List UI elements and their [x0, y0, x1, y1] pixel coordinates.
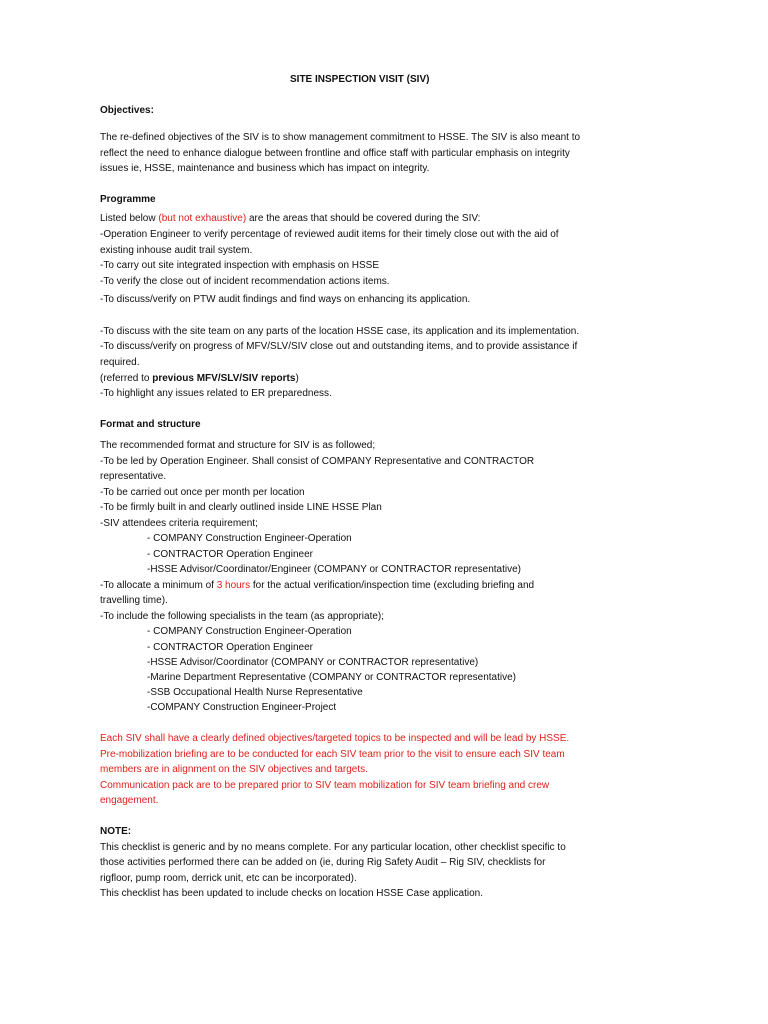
- programme-line: -To highlight any issues related to ER preparedness.: [100, 388, 332, 399]
- document-title: SITE INSPECTION VISIT (SIV): [290, 74, 430, 85]
- red-note-line: Each SIV shall have a clearly defined objectives/targeted topics to be inspected and will be lead by HSSE.: [100, 733, 570, 744]
- note-heading: NOTE:: [100, 826, 132, 837]
- red-note-line: Communication pack are to be prepared prior to SIV team mobilization for SIV team briefing and crew: [100, 780, 550, 791]
- programme-reference-pre: (referred to: [100, 373, 153, 384]
- format-line: -To be carried out once per month per location: [100, 487, 305, 498]
- objectives-heading: Objectives:: [100, 105, 154, 116]
- programme-line: -To discuss with the site team on any parts of the location HSSE case, its application and its implementation.: [100, 326, 580, 337]
- format-line: -To be firmly built in and clearly outlined inside LINE HSSE Plan: [100, 502, 382, 513]
- format-line: representative.: [100, 471, 167, 482]
- format-allocate-highlight: 3 hours: [216, 580, 251, 591]
- programme-heading: Programme: [100, 194, 156, 205]
- note-line: This checklist has been updated to include checks on location HSSE Case application.: [100, 888, 484, 899]
- specialist-item: - COMPANY Construction Engineer-Operation: [147, 626, 352, 637]
- format-allocate: [100, 579, 534, 592]
- format-allocate-post: for the actual verification/inspection time (excluding briefing and: [250, 580, 535, 591]
- format-line: The recommended format and structure for SIV is as followed;: [100, 440, 376, 451]
- attendee-item: -HSSE Advisor/Coordinator/Engineer (COMPANY or CONTRACTOR representative): [147, 564, 522, 575]
- note-line: This checklist is generic and by no means complete. For any particular location, other checklist specific to: [100, 842, 566, 853]
- objectives-line: The re-defined objectives of the SIV is to show management commitment to HSSE. The SIV is also meant to: [100, 132, 581, 143]
- red-note-line: members are in alignment on the SIV objectives and targets.: [100, 764, 368, 775]
- programme-reference: [100, 372, 299, 385]
- format-heading: Format and structure: [100, 419, 201, 430]
- programme-line: -To discuss/verify on PTW audit findings and find ways on enhancing its application.: [100, 294, 471, 305]
- programme-line: required.: [100, 357, 140, 368]
- format-allocate-pre: -To allocate a minimum of: [100, 580, 217, 591]
- red-note-line: Pre-mobilization briefing are to be conducted for each SIV team prior to the visit to ensure each SIV team: [100, 749, 565, 760]
- format-line: -To be led by Operation Engineer. Shall consist of COMPANY Representative and CONTRACTOR: [100, 456, 535, 467]
- programme-line: -Operation Engineer to verify percentage of reviewed audit items for their timely close out with the aid of: [100, 229, 559, 240]
- specialist-item: -HSSE Advisor/Coordinator (COMPANY or CONTRACTOR representative): [147, 657, 479, 668]
- format-line: -To include the following specialists in the team (as appropriate);: [100, 611, 385, 622]
- programme-intro-pre: Listed below: [100, 213, 159, 224]
- programme-line: existing inhouse audit trail system.: [100, 245, 253, 256]
- programme-reference-bold: previous MFV/SLV/SIV reports: [152, 373, 296, 384]
- note-line: rigfloor, pump room, derrick unit, etc can be incorporated).: [100, 873, 357, 884]
- programme-line: -To discuss/verify on progress of MFV/SLV/SIV close out and outstanding items, and to provide assistance if: [100, 341, 578, 352]
- format-line: -SIV attendees criteria requirement;: [100, 518, 258, 529]
- specialist-item: -COMPANY Construction Engineer-Project: [147, 702, 337, 713]
- programme-reference-post: ): [295, 373, 299, 384]
- objectives-line: reflect the need to enhance dialogue between frontline and office staff with particular emphasis on integrity: [100, 148, 570, 159]
- specialist-item: -SSB Occupational Health Nurse Representative: [147, 687, 363, 698]
- note-line: those activities performed there can be added on (ie, during Rig Safety Audit – Rig SIV, checklists for: [100, 857, 546, 868]
- attendee-item: - CONTRACTOR Operation Engineer: [147, 549, 313, 560]
- format-line: travelling time).: [100, 595, 168, 606]
- programme-intro-post: are the areas that should be covered during the SIV:: [246, 213, 481, 224]
- programme-line: -To verify the close out of incident recommendation actions items.: [100, 276, 390, 287]
- programme-line: -To carry out site integrated inspection with emphasis on HSSE: [100, 260, 380, 271]
- programme-intro: [100, 212, 480, 225]
- specialist-item: -Marine Department Representative (COMPANY or CONTRACTOR representative): [147, 672, 517, 683]
- specialist-item: - CONTRACTOR Operation Engineer: [147, 642, 313, 653]
- red-note-line: engagement.: [100, 795, 159, 806]
- programme-intro-highlight: (but not exhaustive): [158, 213, 247, 224]
- attendee-item: - COMPANY Construction Engineer-Operation: [147, 533, 352, 544]
- objectives-line: issues ie, HSSE, maintenance and business which has impact on integrity.: [100, 163, 430, 174]
